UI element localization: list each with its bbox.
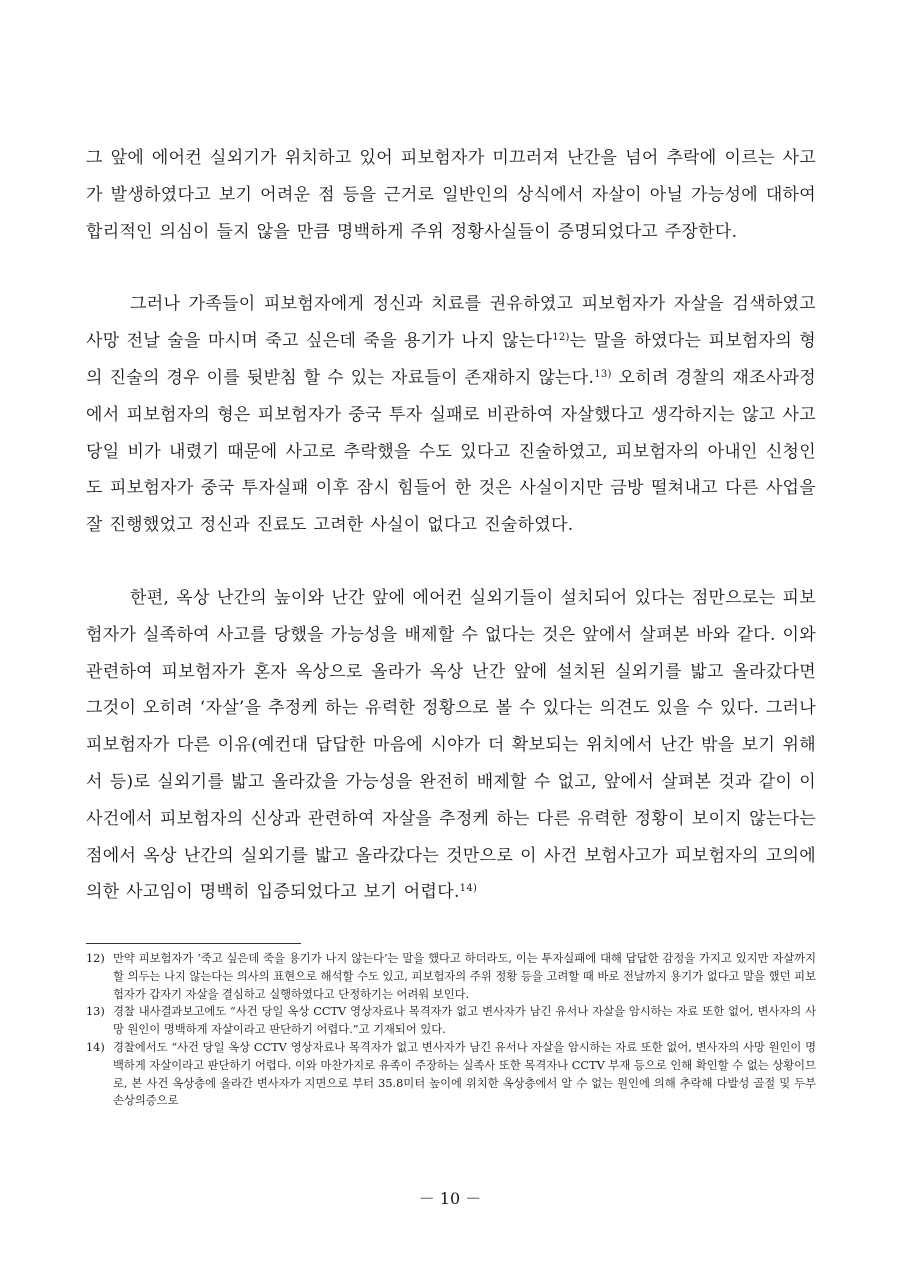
paragraph-2-part-c: 오히려 경찰의 재조사과정에서 피보험자의 형은 피보험자가 중국 투자 실패로 비관하여 자살했다고 생각하지는 않고 사고 당일 비가 내렸기 때문에 사고로 추락했을 수도 있다고 진술하였고, 피보험자의 아내인 신청인도 피보험자가 중국 투자실패 이후 잠시 힘들어 한 것은 사실이지만 금방 떨쳐내고 다른 사업을 잘 진행했었고 정신과 진료도 고려한 사실이 없다고 진술하였다.: [86, 367, 816, 536]
footnote-13: [86, 1003, 816, 1039]
footnote-ref-12: 12): [552, 332, 570, 344]
paragraph-2-part-b: 는 말을 하였다는 피보험자의 형의 진술의 경우 이를 뒷받침 할 수 있는 자료들이 존재하지 않는다.: [86, 331, 816, 388]
paragraph-1: 그 앞에 에어컨 실외기가 위치하고 있어 피보험자가 미끄러져 난간을 넘어 추락에 이르는 사고가 발생하였다고 보기 어려운 점 등을 근거로 일반인의 상식에서 자살이 아닐 가능성에 대하여 합리적인 의심이 들지 않을 만큼 명백하게 주위 정황사실들이 증명되었다고 주장한다.: [86, 148, 816, 242]
paragraph-2-part-a: 그러나 가족들이 피보험자에게 정신과 치료를 권유하였고 피보험자가 자살을 검색하였고 사망 전날 술을 마시며 죽고 싶은데 죽을 용기가 나지 않는다: [86, 294, 816, 352]
footnote-number: 13): [86, 1005, 105, 1019]
paragraph-3: [86, 580, 816, 911]
footnote-number: 14): [86, 1040, 105, 1054]
footnote-text: 경찰 내사결과보고에도 “사건 당일 옥상 CCTV 영상자료나 목격자가 없고 변사자가 남긴 유서나 자살을 암시하는 자료 또한 없어, 변사자의 사망 원인이 명백하게 자살이라고 판단하기 어렵다.”고 기재되어 있다.: [113, 1005, 816, 1037]
page-number: － 10 －: [418, 1189, 482, 1208]
paragraph-2: [86, 286, 816, 544]
footnote-14: [86, 1039, 816, 1110]
footnote-ref-14: 14): [459, 883, 478, 895]
footnote-number: 12): [86, 952, 105, 965]
body-text: [86, 140, 816, 911]
footnote-text: 만약 피보험자가 ‘죽고 싶은데 죽을 용기가 나지 않는다’는 말을 했다고 하더라도, 이는 투자실패에 대해 답답한 감정을 가지고 있지만 자살까지 할 의두는 나지 않는다는 의사의 표현으로 해석할 수도 있고, 피보험자의 주위 정황 등을 고려할 때 바로 전날까지 용기가 없다고 말을 했던 피보험자가 갑자기 자살을 결심하고 실행하였다고 단정하기는 어려워 보인다.: [113, 952, 816, 1001]
footnote-text: 경찰에서도 “사건 당일 옥상 CCTV 영상자료나 목격자가 없고 변사자가 남긴 유서나 자살을 암시하는 자료 또한 없어, 변사자의 사망 원인이 명백하게 자살이라고 판단하기 어렵다. 이와 마찬가지로 유족이 주장하는 실족사 또한 목격자나 CCTV 부재 등으로 인해 확인할 수 없는 상황이므로, 본 사건 옥상층에 올라간 변사자가 지면으로 부터 35.8미터 높이에 위치한 옥상층에서 알 수 없는 원인에 의해 추락해 다발성 골절 및 두부손상의증으로: [113, 1040, 816, 1108]
footnote-12: [86, 950, 816, 1003]
footnote-separator: [86, 943, 301, 944]
paragraph-3-text: 한편, 옥상 난간의 높이와 난간 앞에 에어컨 실외기들이 설치되어 있다는 점만으로는 피보험자가 실족하여 사고를 당했을 가능성을 배제할 수 없다는 것은 앞에서 살펴본 바와 같다. 이와 관련하여 피보험자가 혼자 옥상으로 올라가 옥상 난간 앞에 설치된 실외기를 밟고 올라갔다면 그것이 오히려 ‘자살’을 추정케 하는 유력한 정황으로 볼 수 있다는 의견도 있을 수 있다. 그러나 피보험자가 다른 이유(예컨대 답답한 마음에 시야가 더 확보되는 위치에서 난간 밖을 보기 위해서 등)로 실외기를 밟고 올라갔을 가능성을 완전히 배제할 수 없고, 앞에서 살펴본 것과 같이 이 사건에서 피보험자의 신상과 관련하여 자살을 추정케 하는 다른 유력한 정황이 보이지 않는다는 점에서 옥상 난간의 실외기를 밟고 올라갔다는 것만으로 이 사건 보험사고가 피보험자의 고의에 의한 사고임이 명백히 입증되었다고 보기 어렵다.: [86, 587, 816, 903]
footnotes: [86, 950, 816, 1110]
footnote-ref-13: 13): [594, 368, 612, 380]
